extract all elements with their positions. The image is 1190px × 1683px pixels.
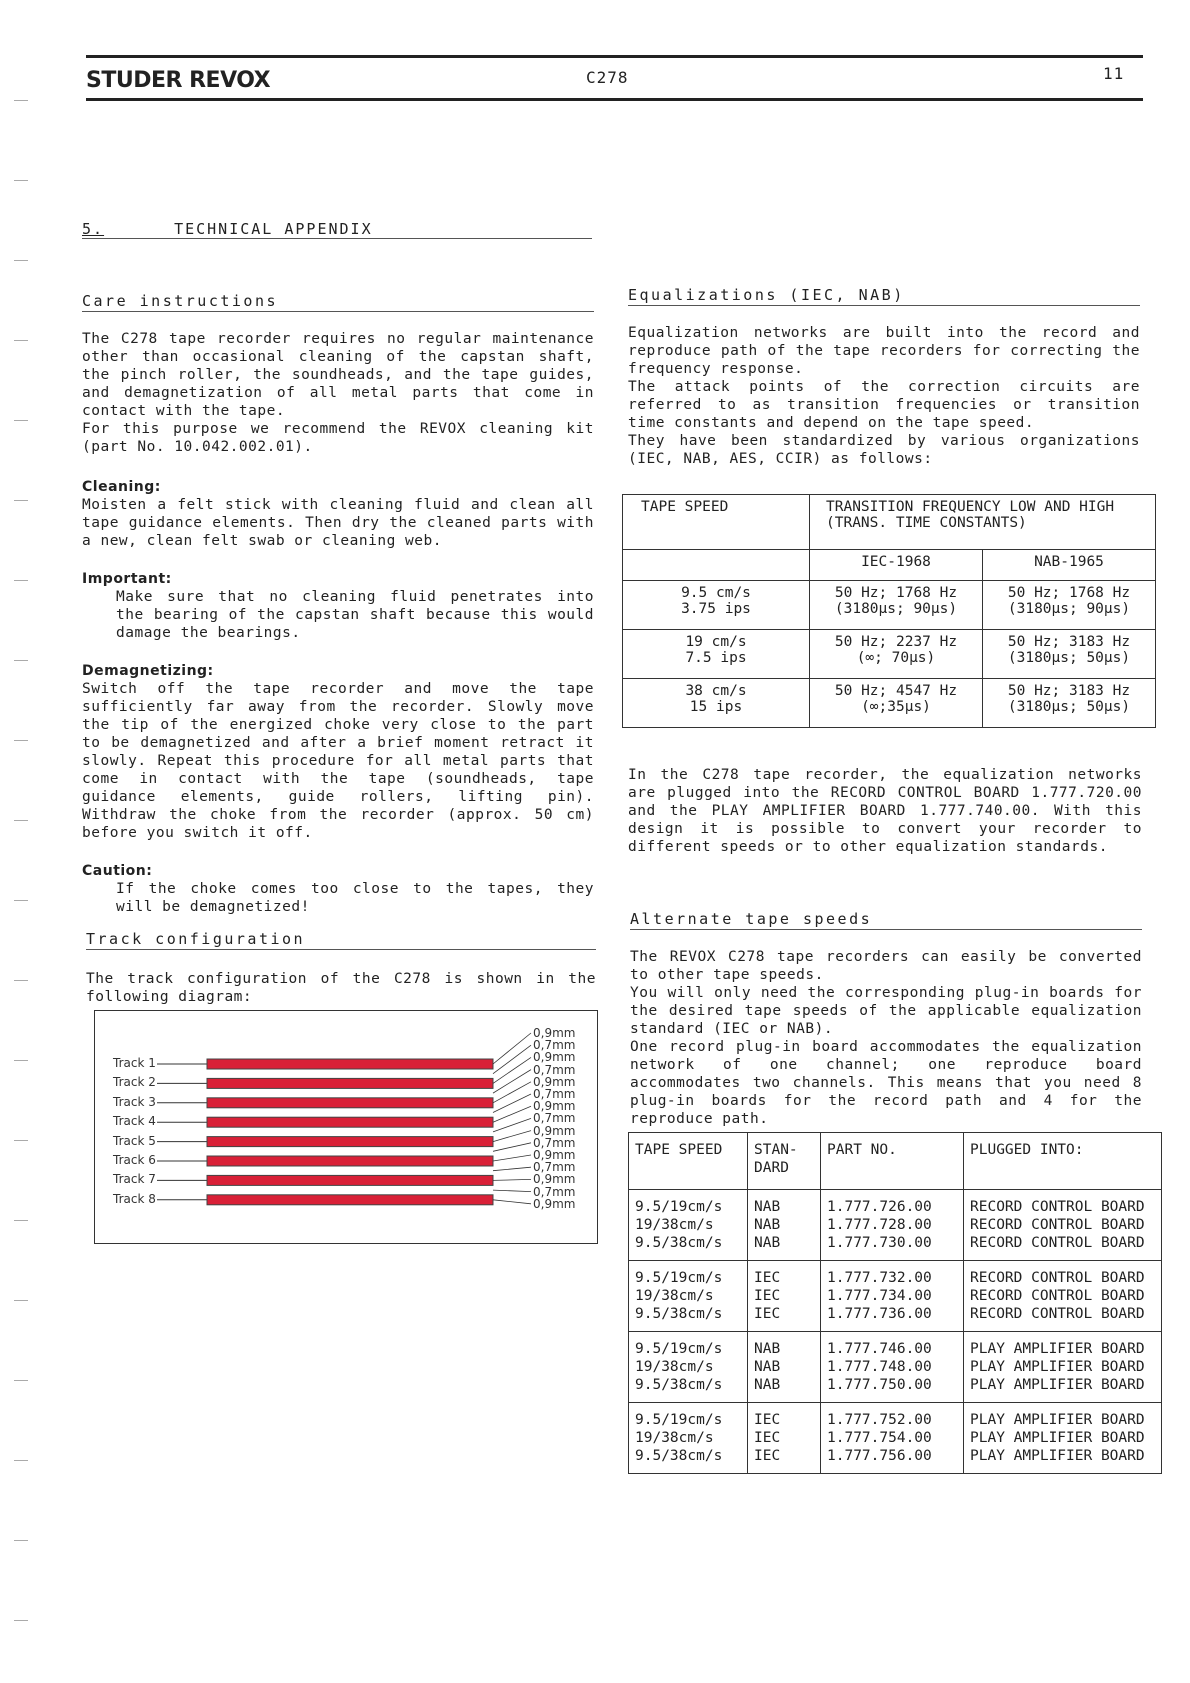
speed: 19/38cm/s	[635, 1359, 714, 1375]
standard: IEC	[754, 1270, 781, 1286]
part-number: 1.777.754.00	[827, 1430, 932, 1446]
table-row	[629, 1332, 1162, 1403]
margin-tick	[14, 1620, 28, 1621]
equalization-table-standard-row	[623, 550, 1156, 581]
alternate-text: The REVOX C278 tape recorders can easily be converted to other tape speeds.	[630, 949, 1142, 983]
equalization-text-2: The attack points of the correction circuits are referred to as transition frequencies or transition time constants and depend on the tape speed.	[628, 379, 1140, 431]
track-bar	[207, 1117, 493, 1127]
nab-frequency: 50 Hz; 3183 Hz	[1007, 683, 1131, 699]
iec-frequency: 50 Hz; 2237 Hz	[834, 634, 958, 650]
transition-header: TRANSITION FREQUENCY LOW AND HIGH (TRANS. TIME CONSTANTS)	[810, 495, 1156, 550]
part-number: 1.777.728.00	[827, 1217, 932, 1233]
part-no-header: PART NO.	[821, 1133, 964, 1190]
speed: 19/38cm/s	[635, 1430, 714, 1446]
standard: NAB	[754, 1341, 781, 1357]
dimension-label: 0,9mm	[533, 1123, 576, 1138]
margin-tick	[14, 340, 28, 341]
important-label: Important:	[82, 571, 172, 587]
alternate-text-3: One record plug-in board accommodates the equalization network of one channel; one reproduce board accommodates two channels. This means that you need 8 plug-in boards for the record path and 4 for the reproduce path.	[630, 1039, 1142, 1127]
margin-tick	[14, 1220, 28, 1221]
margin-tick	[14, 500, 28, 501]
demagnetizing-text: Switch off the tape recorder and move the tape sufficiently far away from the recorder. Slowly move the tip of the energized choke very close to the part to be demagnetized and after a brief moment retract it slowly. Repeat this procedure for all metal parts that come in contact with the tape (soundheads, tape guidance elements, guide rollers, lifting pin). Withdraw the choke from the recorder (approx. 50 cm) before you switch it off.	[82, 681, 594, 841]
dimension-label: 0,9mm	[533, 1074, 576, 1089]
standard: NAB	[754, 1377, 781, 1393]
speed-imperial: 7.5 ips	[685, 650, 747, 666]
margin-tick	[14, 660, 28, 661]
equalization-after-text: In the C278 tape recorder, the equalization networks are plugged into the RECORD CONTROL BOARD 1.777.720.00 and the PLAY AMPLIFIER BOARD 1.777.740.00. With this design it is possible to convert your recorder to different speeds or to other equalization standards.	[628, 767, 1142, 855]
part-number: 1.777.726.00	[827, 1199, 932, 1215]
dimension-label: 0,9mm	[533, 1026, 576, 1040]
iec-time-constant: (∞; 70µs)	[856, 650, 936, 666]
iec-frequency: 50 Hz; 4547 Hz	[834, 683, 958, 699]
dimension-label: 0,7mm	[533, 1160, 576, 1175]
margin-tick	[14, 1460, 28, 1461]
equalization-text-3: They have been standardized by various organizations (IEC, NAB, AES, CCIR) as follows:	[628, 433, 1140, 467]
dimension-label: 0,9mm	[533, 1196, 576, 1211]
tape-speed-header: TAPE SPEED	[629, 1133, 748, 1190]
equalizations-title: Equalizations (IEC, NAB)	[628, 286, 1140, 306]
dimension-label: 0,7mm	[533, 1111, 576, 1126]
dimension-leader-line	[493, 1070, 531, 1094]
track-bar	[207, 1195, 493, 1205]
demagnetizing-label: Demagnetizing:	[82, 663, 214, 679]
part-number: 1.777.730.00	[827, 1235, 932, 1251]
iec-header: IEC-1968	[810, 550, 983, 581]
track-label: Track 2	[113, 1075, 156, 1090]
margin-tick	[14, 260, 28, 261]
table-row	[623, 679, 1156, 728]
dimension-leader-line	[493, 1094, 531, 1113]
equalization-table-header-row	[623, 495, 1156, 550]
track-bar	[207, 1078, 493, 1088]
margin-tick	[14, 1540, 28, 1541]
nab-time-constant: (3180µs; 50µs)	[1007, 699, 1131, 715]
speed: 9.5/38cm/s	[635, 1448, 723, 1464]
dimension-label: 0,7mm	[533, 1184, 576, 1199]
track-diagram-svg	[95, 1011, 595, 1241]
iec-time-constant: (3180µs; 90µs)	[834, 601, 958, 617]
track-configuration-text: The track configuration of the C278 is shown in the following diagram:	[86, 971, 596, 1005]
header-top-rule	[86, 55, 1143, 58]
plugged-into: PLAY AMPLIFIER BOARD	[970, 1430, 1145, 1446]
standard: IEC	[754, 1412, 781, 1428]
nab-frequency: 50 Hz; 3183 Hz	[1007, 634, 1131, 650]
part-number: 1.777.752.00	[827, 1412, 932, 1428]
header-bottom-rule	[86, 98, 1143, 101]
standard-header: STAN-DARD	[748, 1133, 821, 1190]
dimension-label: 0,7mm	[533, 1087, 576, 1101]
speed-imperial: 15 ips	[689, 699, 743, 715]
tape-speed-header: TAPE SPEED	[623, 495, 810, 550]
care-instructions-section	[82, 292, 594, 916]
plug-in-table-header-row	[629, 1133, 1162, 1190]
brand-logo: STUDER REVOX	[86, 68, 271, 93]
track-configuration-title: Track configuration	[86, 930, 596, 950]
standard: NAB	[754, 1217, 781, 1233]
dimension-label: 0,9mm	[533, 1050, 576, 1065]
plugged-into: PLAY AMPLIFIER BOARD	[970, 1359, 1145, 1375]
care-intro: The C278 tape recorder requires no regular maintenance other than occasional cleaning of the capstan shaft, the pinch roller, the soundheads, and the tape guides, and demagnetization of all metal parts that come in contact with the tape.	[82, 331, 594, 419]
dimension-label: 0,9mm	[533, 1099, 576, 1114]
dimension-label: 0,7mm	[533, 1062, 576, 1077]
plugged-into: RECORD CONTROL BOARD	[970, 1199, 1145, 1215]
section-title: TECHNICAL APPENDIX	[174, 220, 373, 238]
cleaning-text: Moisten a felt stick with cleaning fluid and clean all tape guidance elements. Then dry the cleaned parts with a new, clean felt swab or cleaning web.	[82, 497, 594, 549]
dimension-leader-line	[493, 1131, 531, 1142]
margin-tick	[14, 1140, 28, 1141]
alternate-text-2: You will only need the corresponding plug-in boards for the desired tape speeds of the applicable equalization standard (IEC or NAB).	[630, 985, 1142, 1037]
part-number: 1.777.732.00	[827, 1270, 932, 1286]
plugged-into: RECORD CONTROL BOARD	[970, 1306, 1145, 1322]
track-label: Track 6	[113, 1153, 156, 1167]
section-number: 5.	[82, 220, 105, 238]
page-number: 11	[1103, 64, 1125, 83]
standard: NAB	[754, 1235, 781, 1251]
plugged-into: RECORD CONTROL BOARD	[970, 1288, 1145, 1304]
speed: 19/38cm/s	[635, 1288, 714, 1304]
dimension-leader-line	[493, 1179, 531, 1180]
plugged-into: PLAY AMPLIFIER BOARD	[970, 1377, 1145, 1393]
speed: 19/38cm/s	[635, 1217, 714, 1233]
dimension-label: 0,9mm	[533, 1148, 576, 1162]
dimension-label: 0,9mm	[533, 1172, 576, 1187]
standard: NAB	[754, 1359, 781, 1375]
dimension-leader-line	[493, 1106, 531, 1122]
track-label: Track 8	[113, 1191, 156, 1206]
speed-imperial: 3.75 ips	[681, 601, 751, 617]
dimension-leader-line	[493, 1118, 531, 1132]
speed-metric: 19 cm/s	[685, 634, 747, 650]
speed: 9.5/19cm/s	[635, 1270, 723, 1286]
plug-in-boards-table	[628, 1132, 1162, 1474]
dimension-leader-line	[493, 1057, 531, 1083]
section-heading	[82, 220, 592, 239]
caution-label: Caution:	[82, 863, 153, 879]
dimension-leader-line	[493, 1200, 531, 1204]
speed-metric: 9.5 cm/s	[681, 585, 751, 601]
table-row	[623, 581, 1156, 630]
track-diagram	[94, 1010, 598, 1244]
speed-metric: 38 cm/s	[685, 683, 747, 699]
equalizations-section	[628, 286, 1140, 468]
table-row	[629, 1261, 1162, 1332]
equalization-table	[622, 494, 1156, 728]
margin-tick	[14, 980, 28, 981]
plugged-into: PLAY AMPLIFIER BOARD	[970, 1341, 1145, 1357]
track-bar	[207, 1175, 493, 1185]
nab-time-constant: (3180µs; 90µs)	[1007, 601, 1131, 617]
part-number: 1.777.756.00	[827, 1448, 932, 1464]
plugged-into-header: PLUGGED INTO:	[964, 1133, 1162, 1190]
care-intro-kit: For this purpose we recommend the REVOX cleaning kit (part No. 10.042.002.01).	[82, 421, 594, 455]
table-row	[623, 630, 1156, 679]
speed: 9.5/38cm/s	[635, 1235, 723, 1251]
speed: 9.5/19cm/s	[635, 1199, 723, 1215]
margin-tick	[14, 100, 28, 101]
table-row	[629, 1403, 1162, 1474]
margin-tick	[14, 820, 28, 821]
plugged-into: RECORD CONTROL BOARD	[970, 1217, 1145, 1233]
track-configuration-section	[86, 930, 596, 1006]
dimension-leader-line	[493, 1190, 531, 1192]
dimension-leader-line	[493, 1143, 531, 1152]
part-number: 1.777.746.00	[827, 1341, 932, 1357]
dimension-label: 0,7mm	[533, 1038, 576, 1053]
margin-tick	[14, 1380, 28, 1381]
plugged-into: PLAY AMPLIFIER BOARD	[970, 1448, 1145, 1464]
margin-tick	[14, 900, 28, 901]
standard: IEC	[754, 1288, 781, 1304]
iec-frequency: 50 Hz; 1768 Hz	[834, 585, 958, 601]
equalization-after-text-block	[628, 766, 1142, 856]
nab-header: NAB-1965	[982, 550, 1155, 581]
track-label: Track 4	[113, 1114, 156, 1129]
speed: 9.5/38cm/s	[635, 1306, 723, 1322]
cleaning-label: Cleaning:	[82, 479, 161, 495]
standard: IEC	[754, 1448, 781, 1464]
margin-tick	[14, 420, 28, 421]
speed: 9.5/19cm/s	[635, 1341, 723, 1357]
track-bar	[207, 1098, 493, 1108]
speed: 9.5/38cm/s	[635, 1377, 723, 1393]
margin-tick	[14, 1300, 28, 1301]
standard: IEC	[754, 1430, 781, 1446]
plugged-into: RECORD CONTROL BOARD	[970, 1235, 1145, 1251]
part-number: 1.777.750.00	[827, 1377, 932, 1393]
dimension-label: 0,7mm	[533, 1135, 576, 1150]
track-label: Track 1	[113, 1056, 156, 1070]
table-row	[629, 1190, 1162, 1261]
equalization-text: Equalization networks are built into the record and reproduce path of the tape recorders for correcting the frequency response.	[628, 325, 1140, 377]
dimension-leader-line	[493, 1167, 531, 1171]
track-label: Track 7	[113, 1172, 156, 1187]
dimension-leader-line	[493, 1082, 531, 1103]
speed: 9.5/19cm/s	[635, 1412, 723, 1428]
standard: IEC	[754, 1306, 781, 1322]
nab-time-constant: (3180µs; 50µs)	[1007, 650, 1131, 666]
important-text: Make sure that no cleaning fluid penetrates into the bearing of the capstan shaft because this would damage the bearings.	[116, 589, 594, 641]
standard: NAB	[754, 1199, 781, 1215]
track-bar	[207, 1156, 493, 1166]
model-name: C278	[586, 68, 629, 87]
margin-tick	[14, 740, 28, 741]
plugged-into: RECORD CONTROL BOARD	[970, 1270, 1145, 1286]
alternate-speeds-title: Alternate tape speeds	[630, 910, 1142, 930]
caution-text: If the choke comes too close to the tapes, they will be demagnetized!	[116, 881, 594, 915]
track-label: Track 3	[113, 1094, 156, 1109]
margin-tick	[14, 580, 28, 581]
part-number: 1.777.748.00	[827, 1359, 932, 1375]
track-bar	[207, 1059, 493, 1069]
track-bar	[207, 1137, 493, 1147]
margin-tick	[14, 180, 28, 181]
part-number: 1.777.736.00	[827, 1306, 932, 1322]
care-instructions-title: Care instructions	[82, 292, 594, 312]
nab-frequency: 50 Hz; 1768 Hz	[1007, 585, 1131, 601]
dimension-leader-line	[493, 1155, 531, 1161]
track-label: Track 5	[113, 1133, 156, 1148]
part-number: 1.777.734.00	[827, 1288, 932, 1304]
margin-tick	[14, 1060, 28, 1061]
iec-time-constant: (∞;35µs)	[861, 699, 931, 715]
plugged-into: PLAY AMPLIFIER BOARD	[970, 1412, 1145, 1428]
alternate-speeds-section	[630, 910, 1142, 1128]
